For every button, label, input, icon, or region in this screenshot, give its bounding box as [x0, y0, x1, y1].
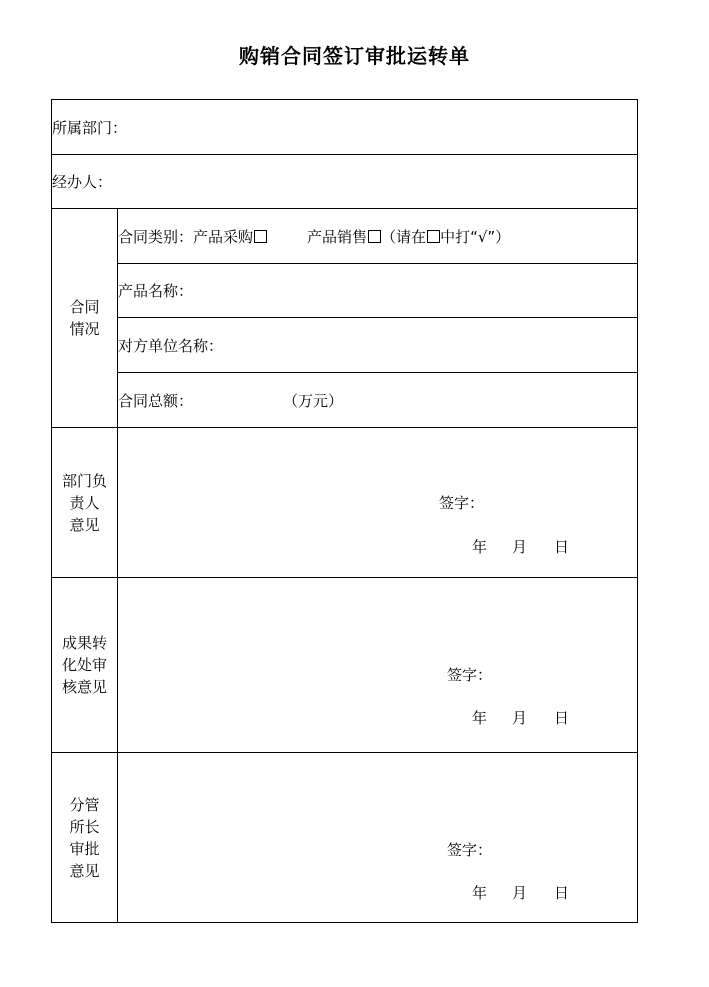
director-signature-label: 签字：: [447, 841, 493, 859]
counterparty-label: 对方单位名称：: [118, 336, 224, 355]
amount-row: [52, 373, 638, 428]
month-label: 月: [512, 709, 528, 727]
amount-label: 合同总额：: [118, 391, 194, 410]
counterparty-field[interactable]: [118, 318, 638, 373]
instruction-prefix: （请在: [381, 227, 427, 246]
sales-checkbox[interactable]: [368, 230, 381, 243]
year-label: 年: [472, 709, 488, 727]
product-name-label: 产品名称：: [118, 282, 194, 300]
instruction-suffix: 中打“√”）: [440, 227, 511, 246]
dept-head-section-label: 部门负 责人 意见: [52, 428, 118, 578]
tech-transfer-opinion-field[interactable]: [118, 578, 638, 753]
contract-type-label: 合同类别：: [118, 227, 194, 246]
dept-head-row: [52, 428, 638, 578]
dept-head-opinion-field[interactable]: [118, 428, 638, 578]
contract-section-label: 合同 情况: [52, 209, 118, 428]
director-row: [52, 753, 638, 923]
contract-type-field: [118, 209, 638, 264]
purchase-checkbox[interactable]: [254, 230, 267, 243]
counterparty-row: [52, 318, 638, 373]
option-sales-label: 产品销售: [307, 227, 368, 246]
form-title: 购销合同签订审批运转单: [239, 44, 470, 68]
handler-label: 经办人：: [52, 173, 113, 191]
product-name-field[interactable]: [118, 264, 638, 318]
instruction-box-icon: [427, 230, 440, 243]
day-label: 日: [554, 709, 570, 727]
month-label: 月: [512, 884, 528, 902]
contract-type-row: [52, 209, 638, 264]
handler-field[interactable]: [52, 155, 638, 209]
amount-field[interactable]: [118, 373, 638, 428]
tech-transfer-row: [52, 578, 638, 753]
approval-form-table: [51, 99, 638, 923]
day-label: 日: [554, 538, 570, 556]
tech-transfer-signature-label: 签字：: [447, 666, 493, 684]
amount-unit: （万元）: [283, 391, 344, 410]
department-field[interactable]: [52, 100, 638, 155]
option-purchase-label: 产品采购: [193, 227, 254, 246]
year-label: 年: [472, 538, 488, 556]
day-label: 日: [554, 884, 570, 902]
director-opinion-field[interactable]: [118, 753, 638, 923]
year-label: 年: [472, 884, 488, 902]
department-label: 所属部门：: [52, 118, 128, 137]
director-section-label: 分管 所长 审批 意见: [52, 753, 118, 923]
tech-transfer-section-label: 成果转 化处审 核意见: [52, 578, 118, 753]
handler-row: [52, 155, 638, 209]
department-row: [52, 100, 638, 155]
month-label: 月: [512, 538, 528, 556]
product-name-row: [52, 264, 638, 318]
dept-head-signature-label: 签字：: [439, 494, 485, 512]
